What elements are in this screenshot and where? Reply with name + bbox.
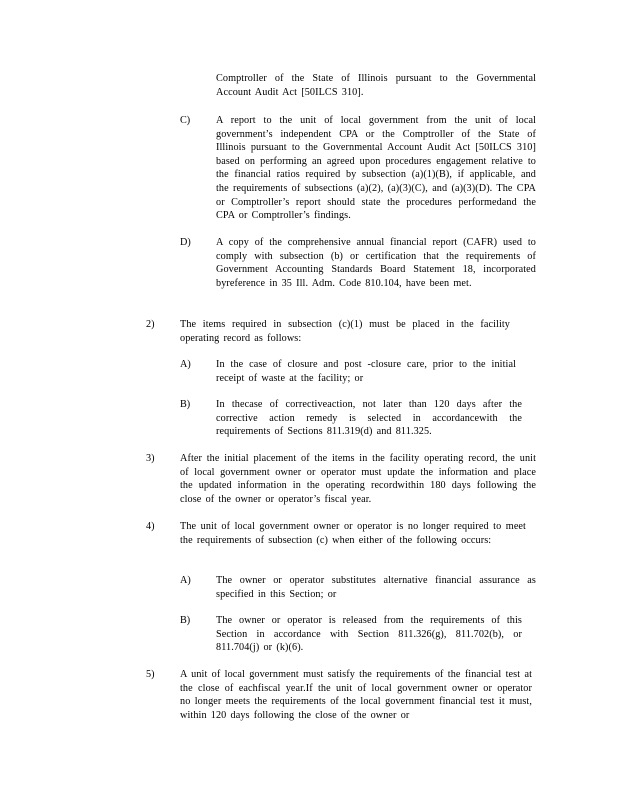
item-c-label: C) <box>180 115 191 126</box>
item-2a-paragraph: In the case of closure and post -closure care, prior to the initial receipt of waste at the facility; or <box>216 359 516 384</box>
item-4b-paragraph: The owner or operator is released from the requirements of this Section in accordance with Section 811.326(g), 811.702(b), or 811.704(j) or (k)(6). <box>216 615 522 654</box>
item-d-paragraph: A copy of the comprehensive annual financial report (CAFR) used to comply with subsection (b) or certification that the requirements of Government Accounting Standards Board Statement 18, incorporated byreference in 35 Ill. Adm. Code 810.104, have been met. <box>216 237 536 289</box>
item-4a-paragraph: The owner or operator substitutes alternative financial assurance as specified in this Section; or <box>216 575 536 600</box>
item-5-paragraph: A unit of local government must satisfy the requirements of the financial test at the close of eachfiscal year.If the unit of local government owner or operator no longer meets the requirements of the local government financial test it must, within 120 days following the close of the owner or <box>180 669 532 721</box>
item-4b-label: B) <box>180 615 191 626</box>
item-d-label: D) <box>180 237 191 248</box>
item-c-paragraph: A report to the unit of local government from the unit of local government’s independent CPA or the Comptroller of the State of Illinois pursuant to the Governmental Account Audit Act [50ILCS 310] based on performing an agreed upon procedures engagement relative to the financial ratios required by subsection (a)(1)(B), if applicable, and the requirements of subsections (a)(2), (a)(3)(C), and (a)(3)(D). The CPA or Comptroller’s report should state the procedures performedand the CPA or Comptroller’s findings. <box>216 115 536 222</box>
item-4-paragraph: The unit of local government owner or operator is no longer required to meet the requirements of subsection (c) when either of the following occurs: <box>180 521 526 546</box>
item-4-label: 4) <box>146 521 155 532</box>
item-2-paragraph: The items required in subsection (c)(1) must be placed in the facility operating record as follows: <box>180 319 510 344</box>
continuation-paragraph: Comptroller of the State of Illinois pursuant to the Governmental Account Audit Act [50ILCS 310]. <box>216 73 536 98</box>
item-2b-paragraph: In thecase of correctiveaction, not later than 120 days after the corrective action remedy is selected in accordancewith the requirements of Sections 811.319(d) and 811.325. <box>216 399 522 438</box>
item-2b-label: B) <box>180 399 191 410</box>
item-3-label: 3) <box>146 453 155 464</box>
item-5-label: 5) <box>146 669 155 680</box>
item-4a-label: A) <box>180 575 191 586</box>
item-3-paragraph: After the initial placement of the items in the facility operating record, the unit of local government owner or operator must update the information and place the updated information in the operating recordwithin 180 days following the close of the owner or operator’s fiscal year. <box>180 453 536 505</box>
item-2a-label: A) <box>180 359 191 370</box>
item-2-label: 2) <box>146 319 155 330</box>
